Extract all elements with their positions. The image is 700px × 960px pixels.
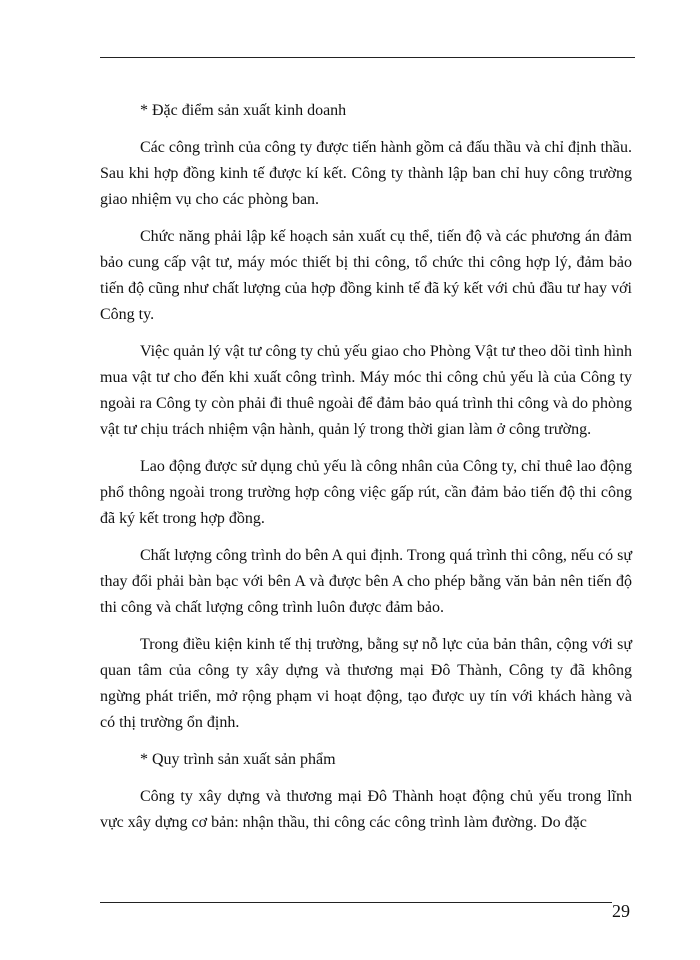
section-heading-business-characteristics: * Đặc điểm sản xuất kinh doanh — [140, 102, 347, 119]
paragraph: Công ty xây dựng và thương mại Đô Thành hoạt động chủ yếu trong lĩnh vực xây dựng cơ bản: nhận thầu, thi công các công trình làm đường. Do đặc — [100, 788, 632, 831]
page-number: 29 — [612, 901, 630, 921]
document-body — [100, 98, 632, 836]
paragraph: Các công trình của công ty được tiến hành gồm cả đấu thầu và chỉ định thầu. Sau khi hợp đồng kinh tế được kí kết. Công ty thành lập ban chỉ huy công trường giao nhiệm vụ cho các phòng ban. — [100, 139, 632, 208]
paragraph: Chất lượng công trình do bên A qui định. Trong quá trình thi công, nếu có sự thay đổi phải bàn bạc với bên A và được bên A cho phép bằng văn bản nên tiến độ thi công và chất lượng công trình luôn được đảm bảo. — [100, 547, 632, 616]
section-heading-production-process: * Quy trình sản xuất sản phẩm — [140, 751, 336, 768]
paragraph: Việc quản lý vật tư công ty chủ yếu giao cho Phòng Vật tư theo dõi tình hình mua vật tư cho đến khi xuất công trình. Máy móc thi công chủ yếu là của Công ty ngoài ra Công ty còn phải đi thuê ngoài để đảm bảo quá trình thi công và do phòng vật tư chịu trách nhiệm vận hành, quản lý trong thời gian làm ở công trường. — [100, 343, 633, 438]
header-rule — [100, 57, 635, 58]
paragraph: Lao động được sử dụng chủ yếu là công nhân của Công ty, chỉ thuê lao động phổ thông ngoài trong trường hợp công việc gấp rút, cần đảm bảo tiến độ thi công đã ký kết trong hợp đồng. — [100, 458, 632, 527]
paragraph: Trong điều kiện kinh tế thị trường, bằng sự nỗ lực của bản thân, cộng với sự quan tâm của công ty xây dựng và thương mại Đô Thành, Công ty đã không ngừng phát triển, mở rộng phạm vi hoạt động, tạo được uy tín với khách hàng và có thị trường ổn định. — [100, 636, 632, 731]
paragraph: Chức năng phải lập kế hoạch sản xuất cụ thể, tiến độ và các phương án đảm bảo cung cấp vật tư, máy móc thiết bị thi công, tổ chức thi công hợp lý, đảm bảo tiến độ cũng như chất lượng của hợp đồng kinh tế đã ký kết với chủ đầu tư hay với Công ty. — [100, 228, 632, 323]
footer-rule — [100, 902, 612, 903]
